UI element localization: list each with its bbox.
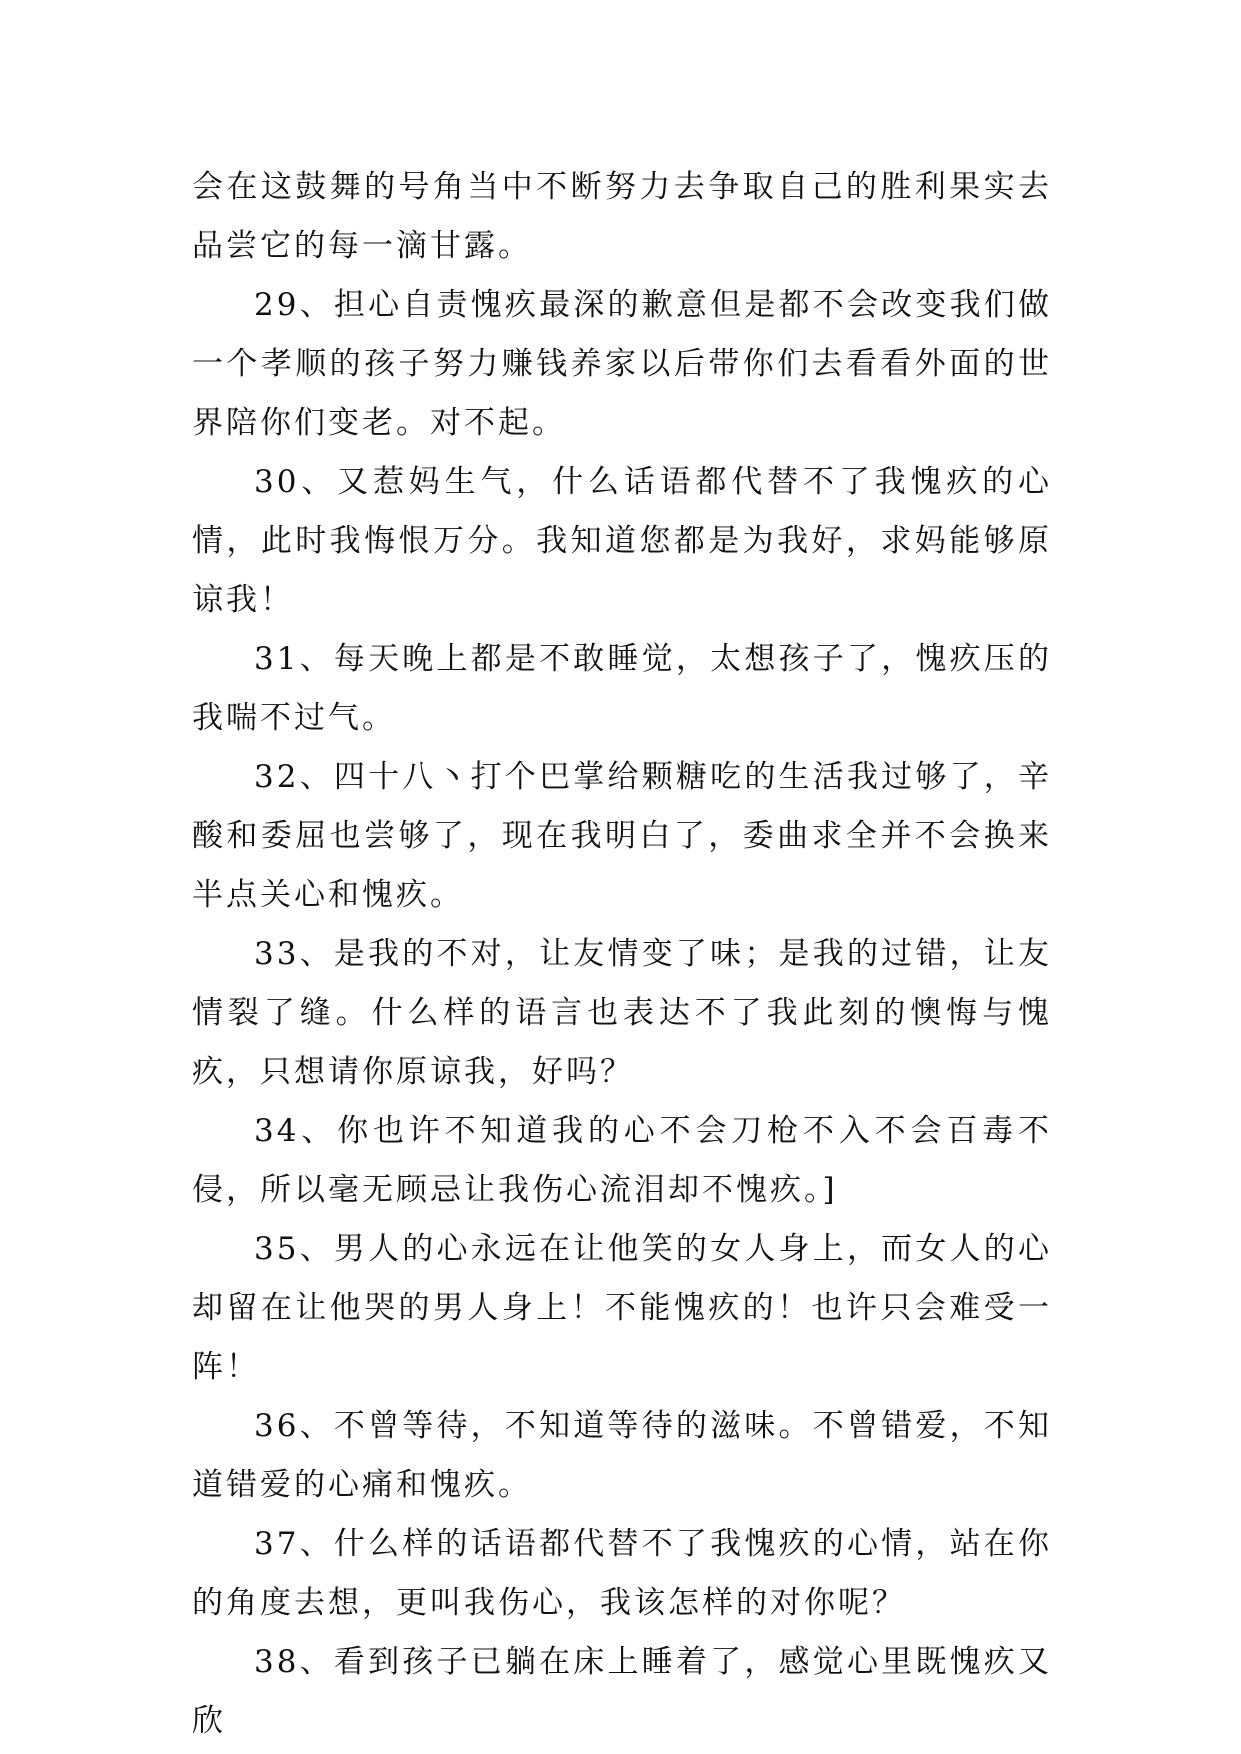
paragraph-34: 34、你也许不知道我的心不会刀枪不入不会百毒不侵，所以毫无顾忌让我伤心流泪却不愧疚。]: [192, 1113, 1052, 1208]
paragraph-continuation: 会在这鼓舞的号角当中不断努力去争取自己的胜利果实去品尝它的每一滴甘露。: [192, 169, 1052, 264]
paragraph-29: 29、担心自责愧疚最深的歉意但是都不会改变我们做一个孝顺的孩子努力赚钱养家以后带你们去看看外面的世界陪你们变老。对不起。: [192, 287, 1052, 441]
paragraph-32: 32、四十八丶打个巴掌给颗糖吃的生活我过够了，辛酸和委屈也尝够了，现在我明白了，委曲求全并不会换来半点关心和愧疚。: [192, 759, 1052, 913]
paragraph-33: 33、是我的不对，让友情变了味；是我的过错，让友情裂了缝。什么样的语言也表达不了我此刻的懊悔与愧疚，只想请你原谅我，好吗？: [192, 936, 1052, 1090]
paragraph-37: 37、什么样的话语都代替不了我愧疚的心情，站在你的角度去想，更叫我伤心，我该怎样的对你呢？: [192, 1526, 1052, 1621]
paragraph-36: 36、不曾等待，不知道等待的滋味。不曾错爱，不知道错爱的心痛和愧疚。: [192, 1408, 1052, 1503]
paragraph-38: 38、看到孩子已躺在床上睡着了，感觉心里既愧疚又欣: [192, 1644, 1052, 1739]
document-body: [192, 158, 1052, 1751]
paragraph-31: 31、每天晚上都是不敢睡觉，太想孩子了，愧疚压的我喘不过气。: [192, 641, 1052, 736]
paragraph-30: 30、又惹妈生气，什么话语都代替不了我愧疚的心情，此时我悔恨万分。我知道您都是为我好，求妈能够原谅我！: [192, 464, 1052, 618]
paragraph-35: 35、男人的心永远在让他笑的女人身上，而女人的心却留在让他哭的男人身上！不能愧疚的！也许只会难受一阵！: [192, 1231, 1052, 1385]
